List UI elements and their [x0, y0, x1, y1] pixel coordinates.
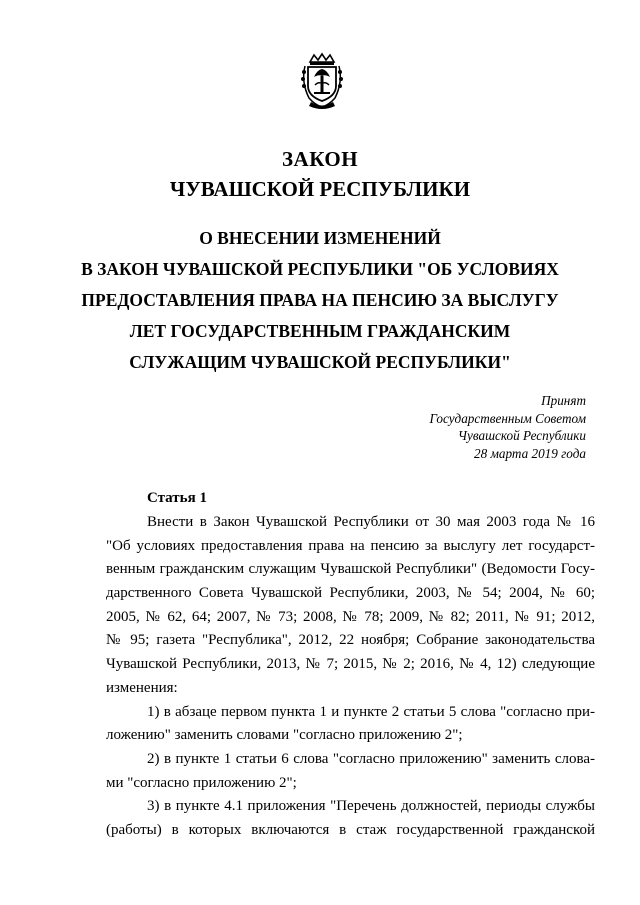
- adoption-note: [366, 392, 586, 462]
- body-line: 3) в пункте 4.1 приложения "Перечень должностей, периоды службы: [147, 798, 595, 815]
- subtitle-line: О ВНЕСЕНИИ ИЗМЕНЕНИЙ: [199, 228, 441, 248]
- body-line: Внести в Закон Чувашской Республики от 30 мая 2003 года № 16: [147, 514, 595, 530]
- body-line: 1) в абзаце первом пункта 1 и пункте 2 статьи 5 слова "согласно при-: [147, 703, 595, 720]
- body-line: Чувашской Республики, 2013, № 7; 2015, № 2; 2016, № 4, 12) следующие: [106, 656, 595, 673]
- body-line: ми "согласно приложению 2";: [106, 774, 297, 791]
- article-heading: Статья 1: [147, 490, 207, 506]
- body-line: ложению" заменить словами "согласно приложению 2";: [106, 727, 463, 744]
- adoption-line: Государственным Советом: [429, 410, 586, 426]
- adoption-line: Чувашской Республики: [457, 428, 586, 443]
- coat-of-arms-emblem: [299, 52, 345, 110]
- law-republic-title: ЧУВАШСКОЙ РЕСПУБЛИКИ: [169, 177, 471, 201]
- body-line: дарственного Совета Чувашской Республики, 2003, № 54; 2004, № 60;: [106, 585, 595, 602]
- body-line: 2005, № 62, 64; 2007, № 73; 2008, № 78; 2009, № 82; 2011, № 91; 2012,: [106, 608, 595, 625]
- law-title: ЗАКОН: [281, 147, 359, 171]
- body-line: № 95; газета "Республика", 2012, 22 ноября; Собрание законодательства: [106, 632, 595, 649]
- body-line: венным гражданским служащим Чувашской Республики" (Ведомости Госу-: [106, 561, 595, 578]
- adoption-line: Принят: [541, 393, 586, 408]
- subtitle-line: СЛУЖАЩИМ ЧУВАШСКОЙ РЕСПУБЛИКИ": [129, 352, 511, 372]
- body-line: "Об условиях предоставления права на пенсию за выслугу лет государст-: [106, 537, 595, 554]
- subtitle-line: ЛЕТ ГОСУДАРСТВЕННЫМ ГРАЖДАНСКИМ: [129, 321, 511, 341]
- body-line: (работы) в которых включаются в стаж государственной гражданской: [106, 821, 595, 838]
- adoption-date: 28 марта 2019 года: [474, 445, 586, 461]
- article-body: [106, 511, 595, 843]
- subtitle-line: ПРЕДОСТАВЛЕНИЯ ПРАВА НА ПЕНСИЮ ЗА ВЫСЛУГУ: [81, 290, 559, 310]
- body-line: 2) в пункте 1 статьи 6 слова "согласно приложению" заменить слова-: [147, 750, 595, 767]
- law-subtitle: [0, 223, 640, 378]
- subtitle-line: В ЗАКОН ЧУВАШСКОЙ РЕСПУБЛИКИ "ОБ УСЛОВИЯХ: [81, 259, 559, 279]
- body-line: изменения:: [106, 679, 178, 696]
